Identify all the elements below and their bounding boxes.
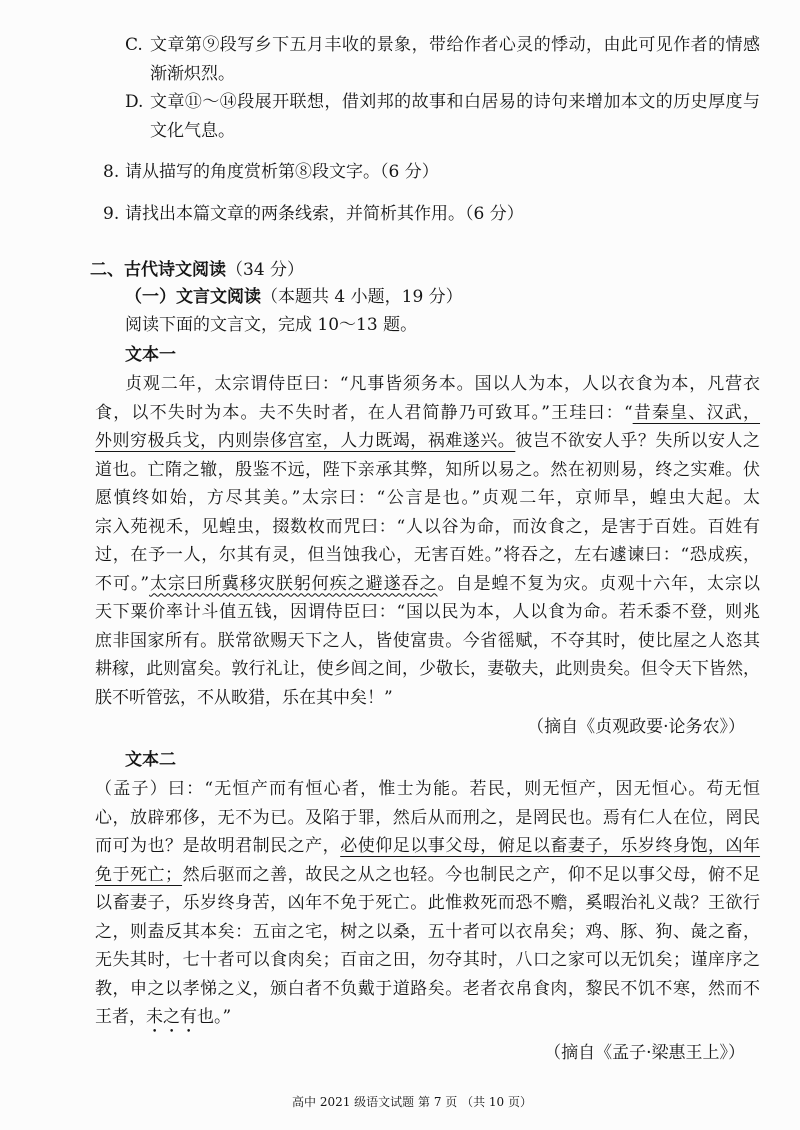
underlined-text: 必使仰足以事父母，俯足以畜妻子，乐岁终身饱，凶年 bbox=[340, 836, 761, 856]
passage-text: 不可。” bbox=[95, 573, 150, 594]
passage-line bbox=[95, 427, 760, 456]
passage-text: 王者， bbox=[95, 1007, 146, 1027]
question-text: 请找出本篇文章的两条线索，并简析其作用。（6 分） bbox=[125, 204, 524, 224]
question-number: 9. bbox=[103, 204, 120, 224]
passage-text: 无失其时，七十者可以食肉矣；百亩之田，勿夺其时，八口之家可以无饥矣；谨庠序之 bbox=[95, 950, 760, 970]
option-text bbox=[150, 88, 760, 145]
underlined-text: 昔秦皇、汉武， bbox=[632, 402, 761, 423]
passage-text: 然后驱而之善，故民之从之也轻。今也制民之产，仰不足以事父母，俯不足 bbox=[182, 864, 761, 885]
passage-text: 庶非国家所有。朕常欲赐天下之人，皆使富贵。今省徭赋，不夺其时，使比屋之人恣其 bbox=[95, 630, 760, 651]
passage-line bbox=[95, 861, 760, 890]
passage-1-source: （摘自《贞观政要·论务农》） bbox=[527, 717, 745, 737]
section-score: （34 分） bbox=[226, 260, 305, 280]
subsection-title-text: （一）文言文阅读 bbox=[125, 287, 261, 307]
option-text-line: 文章⑪～⑭段展开联想，借刘邦的故事和白居易的诗句来增加本文的历史厚度与 bbox=[150, 92, 760, 112]
passage-line bbox=[95, 513, 760, 542]
passage-line bbox=[95, 804, 760, 833]
passage-line bbox=[95, 627, 760, 656]
option-text-line: 文化气息。 bbox=[150, 120, 235, 141]
passage-line bbox=[95, 832, 760, 861]
passage-text: 心，放辟邪侈，无不为已。及陷于罪，然后从而刑之，是罔民也。焉有仁人在位，罔民 bbox=[95, 807, 760, 828]
passage-text: 贞观二年，太宗谓侍臣曰：“凡事皆须务本。国以人为本，人以衣食为本，凡营衣 bbox=[125, 374, 760, 394]
passage-line bbox=[95, 975, 760, 1004]
option-c bbox=[125, 31, 760, 88]
passage-text: 朕不听管弦，不从畋猎，乐在其中矣！” bbox=[95, 687, 393, 708]
passage-text: 过，在予一人，尔其有灵，但当蚀我心，无害百姓。”将吞之，左右遽谏曰：“恐成疾， bbox=[95, 545, 760, 565]
passage-2-heading: 文本二 bbox=[125, 750, 176, 770]
question-9 bbox=[103, 200, 524, 228]
passage-text: 道也。亡隋之辙，殷鉴不远，陛下亲承其弊，知所以易之。然在初则易，终之实难。伏 bbox=[95, 459, 760, 480]
section-title-text: 二、古代诗文阅读 bbox=[90, 260, 226, 280]
question-text: 请从描写的角度赏析第⑧段文字。（6 分） bbox=[125, 162, 439, 182]
passage-line bbox=[95, 775, 760, 804]
answer-options bbox=[125, 31, 760, 145]
passage-text: 以畜妻子，乐岁终身苦，凶年不免于死亡。此惟救死而恐不赡，奚暇治礼义哉？王欲行 bbox=[95, 893, 760, 913]
emphasis-dotted-text: 未之有 bbox=[146, 1007, 197, 1027]
passage-text: 之，则盍反其本矣：五亩之宅，树之以桑，五十者可以衣帛矣；鸡、豚、狗、彘之畜， bbox=[95, 921, 760, 942]
option-label: D. bbox=[125, 92, 144, 112]
passage-text: 彼岂不欲安人乎？失所以安人之 bbox=[515, 431, 761, 451]
passage-text: 耕稼，此则富矣。敦行礼让，使乡闾之间，少敬长，妻敬夫，此则贵矣。但令天下皆然， bbox=[95, 659, 760, 679]
question-number: 8. bbox=[103, 162, 120, 182]
subsection-note: （本题共 4 小题，19 分） bbox=[261, 287, 463, 307]
section-title bbox=[90, 256, 304, 284]
passage-line bbox=[95, 370, 760, 399]
passage-line bbox=[95, 1003, 760, 1032]
underlined-text: 外则穷极兵戈，内则崇侈宫室，人力既竭，祸难遂兴。 bbox=[95, 431, 516, 451]
passage-2-source: （摘自《孟子·梁惠王上》） bbox=[544, 1043, 745, 1063]
passage-1-heading: 文本一 bbox=[125, 345, 176, 365]
passage-text: 愿慎终如始，方尽其美。”太宗曰：“公言是也。”贞观二年，京师旱，蝗虫大起。太 bbox=[95, 488, 760, 508]
option-text-line: 渐渐炽烈。 bbox=[150, 63, 235, 84]
option-label: C. bbox=[125, 35, 143, 55]
passage-line bbox=[95, 889, 760, 918]
passage-1-body bbox=[95, 370, 760, 712]
passage-line bbox=[95, 946, 760, 975]
option-text bbox=[150, 31, 760, 88]
passage-line bbox=[95, 484, 760, 513]
passage-text: 天下粟价率计斗值五钱，因谓侍臣曰：“国以民为本，人以食为命。若禾黍不登，则兆 bbox=[95, 602, 760, 622]
question-8 bbox=[103, 158, 439, 186]
passage-text: （孟子）曰：“无恒产而有恒心者，惟士为能。若民，则无恒产，因无恒心。苟无恒 bbox=[95, 779, 760, 799]
page-footer: 高中 2021 级语文试题 第 7 页 （共 10 页） bbox=[292, 1095, 532, 1109]
option-text-line: 文章第⑨段写乡下五月丰收的景象，带给作者心灵的悸动，由此可见作者的情感 bbox=[150, 35, 760, 55]
subsection-title bbox=[125, 283, 463, 311]
passage-2-body bbox=[95, 775, 760, 1032]
passage-line bbox=[95, 570, 760, 599]
passage-text: 宗入苑视禾，见蝗虫，掇数枚而咒曰：“人以谷为命，而汝食之，是害于百姓。百姓有 bbox=[95, 516, 760, 537]
passage-line bbox=[95, 399, 760, 428]
passage-line bbox=[95, 918, 760, 947]
passage-line bbox=[95, 655, 760, 684]
passage-text: 食，以不失时为本。夫不失时者，在人君简静乃可致耳。”王珪曰：“ bbox=[95, 402, 633, 423]
passage-line bbox=[95, 598, 760, 627]
passage-line bbox=[95, 456, 760, 485]
passage-line bbox=[95, 684, 760, 713]
passage-text: 。自是蝗不复为灾。贞观十六年，太宗以 bbox=[437, 573, 760, 594]
passage-text: 而可为也？是故明君制民之产， bbox=[95, 836, 341, 856]
passage-line bbox=[95, 541, 760, 570]
passage-text: 教，申之以孝悌之义，颁白者不负戴于道路矣。老者衣帛食肉，黎民不饥不寒，然而不 bbox=[95, 978, 760, 999]
passage-text: 也。” bbox=[197, 1007, 232, 1027]
underlined-text: 免于死亡； bbox=[95, 864, 183, 885]
wavy-underlined-text: 太宗曰所冀移灾朕躬何疾之避遂吞之 bbox=[149, 573, 438, 594]
reading-instruction: 阅读下面的文言文，完成 10～13 题。 bbox=[125, 315, 418, 335]
option-d bbox=[125, 88, 760, 145]
